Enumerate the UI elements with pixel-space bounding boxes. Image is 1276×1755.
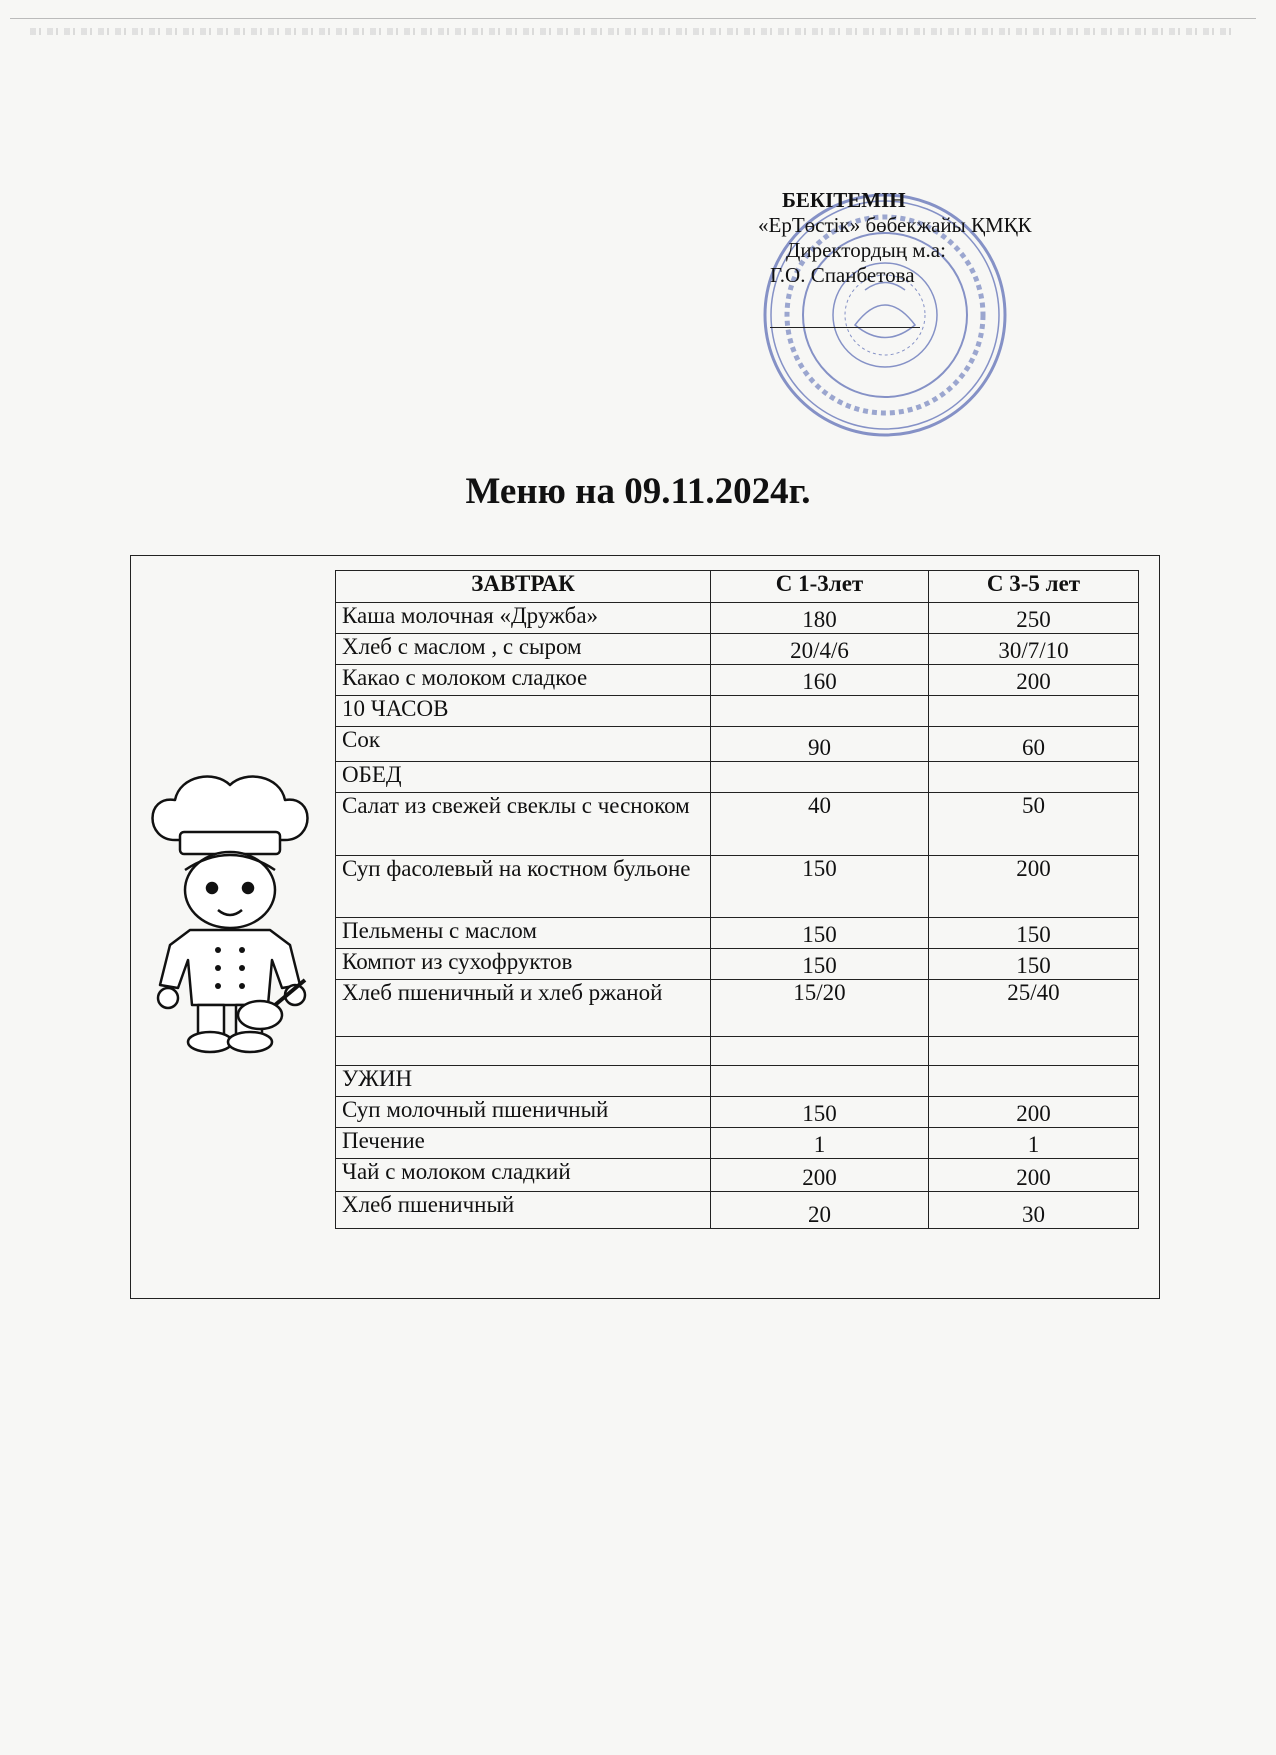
- dish-name: Суп молочный пшеничный: [336, 1097, 711, 1128]
- portion-3-5: 60: [929, 727, 1139, 762]
- portion-1-3: 150: [711, 949, 929, 980]
- header-age-3-5: С 3-5 лет: [929, 571, 1139, 603]
- portion-1-3: 200: [711, 1159, 929, 1192]
- portion-3-5: 30: [929, 1192, 1139, 1229]
- dish-name: 10 ЧАСОВ: [336, 696, 711, 727]
- portion-3-5: 200: [929, 1097, 1139, 1128]
- portion-1-3: 20: [711, 1192, 929, 1229]
- table-row: [336, 856, 1139, 918]
- approval-heading: БЕКІТЕМІН: [782, 188, 906, 212]
- table-row: [336, 980, 1139, 1037]
- table-row: [336, 1128, 1139, 1159]
- approval-block: [758, 188, 1118, 288]
- scan-edge-line: [10, 18, 1256, 19]
- chef-boy-icon: [140, 770, 320, 1060]
- portion-3-5: 150: [929, 949, 1139, 980]
- table-row: [336, 1097, 1139, 1128]
- dish-name: Хлеб пшеничный: [336, 1192, 711, 1229]
- portion-1-3: [711, 1037, 929, 1066]
- approval-position: Директордың м.а:: [786, 238, 946, 262]
- dish-name: Компот из сухофруктов: [336, 949, 711, 980]
- approval-name: Г.О. Спанбетова: [770, 263, 915, 287]
- table-row: [336, 949, 1139, 980]
- portion-1-3: [711, 762, 929, 793]
- dish-name: ОБЕД: [336, 762, 711, 793]
- portion-1-3: 90: [711, 727, 929, 762]
- table-row: [336, 727, 1139, 762]
- table-row: [336, 603, 1139, 634]
- table-row: [336, 1037, 1139, 1066]
- dish-name: Печение: [336, 1128, 711, 1159]
- portion-3-5: [929, 1037, 1139, 1066]
- dish-name: Каша молочная «Дружба»: [336, 603, 711, 634]
- portion-3-5: 25/40: [929, 980, 1139, 1037]
- dish-name: Чай с молоком сладкий: [336, 1159, 711, 1192]
- portion-1-3: [711, 696, 929, 727]
- table-row: [336, 634, 1139, 665]
- dish-name: [336, 1037, 711, 1066]
- portion-3-5: [929, 762, 1139, 793]
- dish-name: Пельмены с маслом: [336, 918, 711, 949]
- dish-name: Какао с молоком сладкое: [336, 665, 711, 696]
- portion-1-3: 150: [711, 856, 929, 918]
- portion-3-5: 150: [929, 918, 1139, 949]
- portion-3-5: 30/7/10: [929, 634, 1139, 665]
- dish-name: Суп фасолевый на костном бульоне: [336, 856, 711, 918]
- dish-name: УЖИН: [336, 1066, 711, 1097]
- table-row: [336, 793, 1139, 856]
- header-meal: ЗАВТРАК: [336, 571, 711, 603]
- portion-1-3: 150: [711, 1097, 929, 1128]
- section-row: [336, 1066, 1139, 1097]
- approval-organization: «ЕрТөстік» бөбекжайы ҚМҚК: [758, 213, 1032, 237]
- table-row: [336, 1159, 1139, 1192]
- portion-3-5: 200: [929, 665, 1139, 696]
- portion-1-3: 150: [711, 918, 929, 949]
- signature-line: [770, 327, 920, 328]
- portion-3-5: 200: [929, 856, 1139, 918]
- table-row: [336, 918, 1139, 949]
- portion-3-5: 250: [929, 603, 1139, 634]
- dish-name: Хлеб с маслом , с сыром: [336, 634, 711, 665]
- portion-1-3: 40: [711, 793, 929, 856]
- portion-1-3: [711, 1066, 929, 1097]
- portion-1-3: 160: [711, 665, 929, 696]
- table-row: [336, 1192, 1139, 1229]
- menu-table: [335, 570, 1139, 1229]
- scan-noise: [30, 28, 1236, 35]
- portion-3-5: 50: [929, 793, 1139, 856]
- header-age-1-3: С 1-3лет: [711, 571, 929, 603]
- portion-3-5: [929, 696, 1139, 727]
- portion-1-3: 180: [711, 603, 929, 634]
- page-title: Меню на 09.11.2024г.: [465, 471, 811, 512]
- table-header-row: [336, 571, 1139, 603]
- dish-name: Сок: [336, 727, 711, 762]
- dish-name: Хлеб пшеничный и хлеб ржаной: [336, 980, 711, 1037]
- table-row: [336, 665, 1139, 696]
- section-row: [336, 696, 1139, 727]
- dish-name: Салат из свежей свеклы с чесноком: [336, 793, 711, 856]
- portion-3-5: 1: [929, 1128, 1139, 1159]
- portion-1-3: 15/20: [711, 980, 929, 1037]
- section-row: [336, 762, 1139, 793]
- portion-3-5: [929, 1066, 1139, 1097]
- portion-1-3: 20/4/6: [711, 634, 929, 665]
- portion-3-5: 200: [929, 1159, 1139, 1192]
- portion-1-3: 1: [711, 1128, 929, 1159]
